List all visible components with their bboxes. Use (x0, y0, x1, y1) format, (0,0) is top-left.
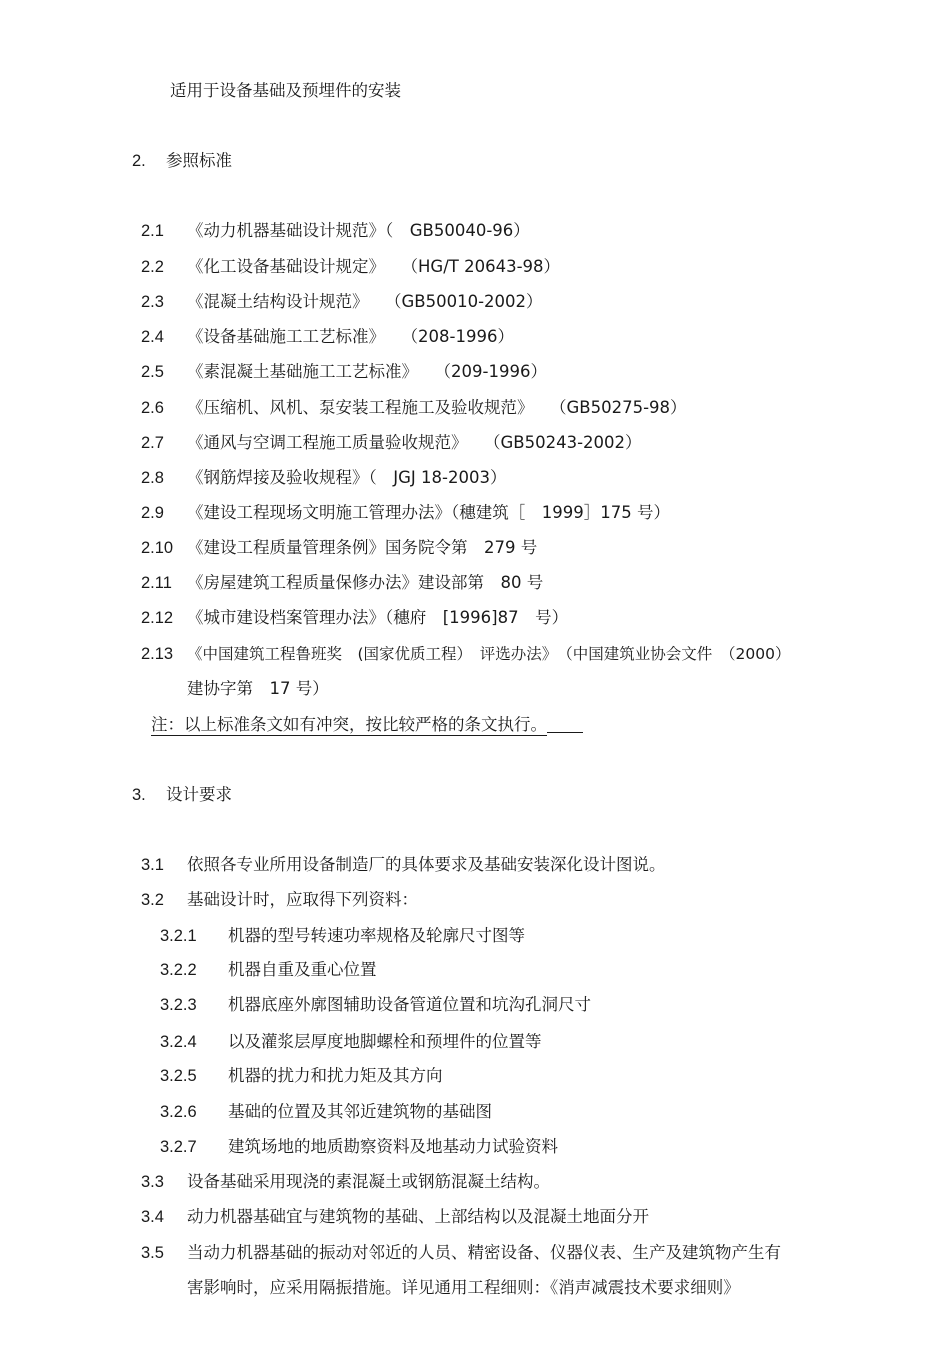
sub-item-number: 3.2.6 (160, 1103, 197, 1121)
item-number: 2.11 (141, 574, 172, 592)
item-text: 《建设工程现场文明施工管理办法》（穗建筑［ 1999］175 号） (187, 503, 670, 522)
item-number: 2.10 (141, 539, 174, 557)
sub-item-number: 3.2.1 (160, 927, 197, 945)
item-text: 基础设计时，应取得下列资料： (187, 890, 418, 909)
section-3-number: 3. (132, 786, 146, 804)
sub-item-text: 建筑场地的地质勘察资料及地基动力试验资料 (228, 1137, 558, 1156)
sub-item-text: 机器自重及重心位置 (228, 960, 377, 979)
section-3-title: 设计要求 (166, 785, 232, 804)
item-text: 《动力机器基础设计规范》（ GB50040-96） (187, 221, 530, 240)
item-number: 3.5 (141, 1244, 164, 1262)
sub-item-number: 3.2.2 (160, 961, 197, 979)
item-text: 《城市建设档案管理办法》（穗府 [1996]87 号） (187, 608, 569, 627)
item-number: 2.2 (141, 258, 164, 276)
item-text-continuation: 建协字第 17 号） (187, 679, 329, 698)
item-number: 3.1 (141, 856, 164, 874)
sub-item-number: 3.2.7 (160, 1138, 197, 1156)
section-2-number: 2. (132, 152, 146, 170)
item-text: 《通风与空调工程施工质量验收规范》 （GB50243-2002） (187, 433, 642, 452)
item-number: 2.3 (141, 293, 164, 311)
sub-item-text: 机器的型号转速功率规格及轮廓尺寸图等 (228, 926, 525, 945)
item-text: 《素混凝土基础施工工艺标准》 （209-1996） (187, 362, 547, 381)
item-text-continuation: 害影响时，应采用隔振措施。详见通用工程细则：《消声减震技术要求细则》 (187, 1278, 740, 1297)
item-number: 2.6 (141, 399, 164, 417)
item-number: 2.1 (141, 222, 164, 240)
item-text: 动力机器基础宜与建筑物的基础、上部结构以及混凝土地面分开 (187, 1207, 649, 1226)
item-number: 3.2 (141, 891, 164, 909)
item-number: 2.4 (141, 328, 164, 346)
item-text: 《中国建筑工程鲁班奖 (国家优质工程） 评选办法》 （中国建筑业协会文件 （2000） (187, 645, 791, 663)
item-text: 设备基础采用现浇的素混凝土或钢筋混凝土结构。 (187, 1172, 550, 1191)
item-text: 《钢筋焊接及验收规程》（ JGJ 18-2003） (187, 468, 507, 487)
item-text: 《房屋建筑工程质量保修办法》建设部第 80 号 (187, 573, 544, 592)
item-number: 2.9 (141, 504, 164, 522)
note-text: 注：以上标准条文如有冲突，按比较严格的条文执行。 (151, 715, 547, 734)
sub-item-text: 机器底座外廓图辅助设备管道位置和坑沟孔洞尺寸 (228, 995, 591, 1014)
item-number: 2.13 (141, 645, 174, 663)
item-text: 《混凝土结构设计规范》 （GB50010-2002） (187, 292, 543, 311)
sub-item-text: 基础的位置及其邻近建筑物的基础图 (228, 1102, 492, 1121)
item-text: 《压缩机、风机、泵安装工程施工及验收规范》 （GB50275-98） (187, 398, 687, 417)
item-number: 3.3 (141, 1173, 164, 1191)
item-number: 2.12 (141, 609, 174, 627)
item-text: 《建设工程质量管理条例》国务院令第 279 号 (187, 538, 538, 557)
intro-text: 适用于设备基础及预埋件的安装 (170, 81, 401, 100)
sub-item-number: 3.2.3 (160, 996, 197, 1014)
item-text: 《化工设备基础设计规定》 （HG/T 20643-98） (187, 257, 561, 276)
item-text: 当动力机器基础的振动对邻近的人员、精密设备、仪器仪表、生产及建筑物产生有 (187, 1243, 781, 1262)
sub-item-number: 3.2.5 (160, 1067, 197, 1085)
item-number: 3.4 (141, 1208, 164, 1226)
item-number: 2.8 (141, 469, 164, 487)
sub-item-text: 以及灌浆层厚度地脚螺栓和预埋件的位置等 (228, 1032, 542, 1051)
item-text: 依照各专业所用设备制造厂的具体要求及基础安装深化设计图说。 (187, 855, 666, 874)
standards-note (151, 714, 583, 736)
item-text: 《设备基础施工工艺标准》 （208-1996） (187, 327, 514, 346)
sub-item-number: 3.2.4 (160, 1033, 197, 1051)
item-number: 2.7 (141, 434, 164, 452)
note-underline (547, 714, 583, 733)
item-number: 2.5 (141, 363, 164, 381)
sub-item-text: 机器的扰力和扰力矩及其方向 (228, 1066, 443, 1085)
section-2-title: 参照标准 (166, 151, 232, 170)
